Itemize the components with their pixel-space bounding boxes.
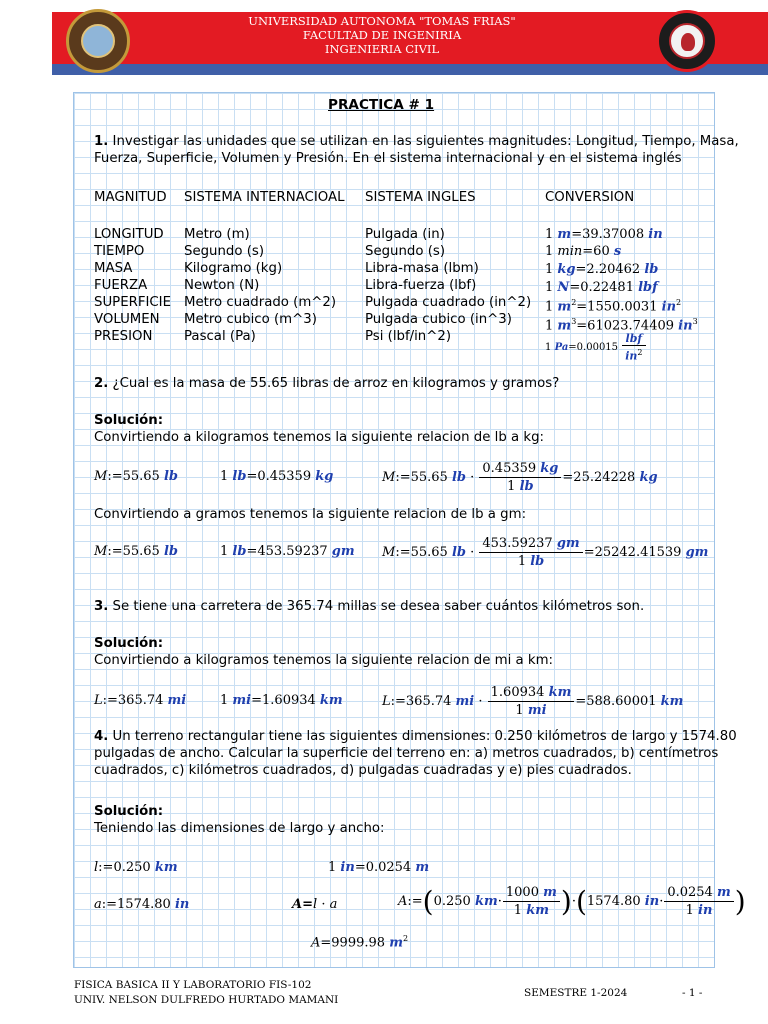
table-cell: Segundo (s) [365, 244, 446, 259]
conversion-pressure: 1 Pa=0.00015 $\frac{\text{lbf}}{in^2}$ [545, 332, 647, 363]
table-cell: Newton (N) [184, 278, 260, 293]
q4-text-line1: 4. Un terreno rectangular tiene las siguientes dimensiones: 0.250 kilómetros de largo y 1574.80 [94, 729, 737, 744]
table-cell: Pulgada cuadrado (in^2) [365, 295, 532, 310]
q2-lb-gm-relation: 1 lb=453.59237 gm [220, 544, 355, 559]
table-header-si: SISTEMA INTERNACIOAL [184, 190, 345, 205]
q2-kg-calculation: M:=55.65 lb · $\frac{0.45359 kg}{1 lb}$ =25.24228 kg [382, 461, 658, 494]
table-cell: Kilogramo (kg) [184, 261, 283, 276]
table-cell: LONGITUD [94, 227, 164, 242]
q4-area-formula: A=l · a [292, 897, 338, 912]
table-cell: FUERZA [94, 278, 148, 293]
q3-intro: Convirtiendo a kilogramos tenemos la siguiente relacion de mi a km: [94, 653, 554, 668]
table-cell: SUPERFICIE [94, 295, 172, 310]
q1-text-line2: Fuerza, Superficie, Volumen y Presión. En el sistema internacional y en el sistema inglés [94, 151, 682, 166]
q2-gm-calculation: M:=55.65 lb · $\frac{453.59237 gm}{1 lb}$ =25242.41539 gm [382, 536, 709, 569]
q4-text-line2: pulgadas de ancho. Calcular la superficie del terreno en: a) metros cuadrados, b) centímetros [94, 746, 719, 761]
career-name: INGENIERIA CIVIL [324, 42, 440, 56]
table-cell: Segundo (s) [184, 244, 265, 259]
table-cell: Libra-fuerza (lbf) [365, 278, 477, 293]
q4-text-line3: cuadrados, c) kilómetros cuadrados, d) pulgadas cuadradas y e) pies cuadrados. [94, 763, 632, 778]
table-cell: Pulgada (in) [365, 227, 445, 242]
conversion-area: 1 $m^2=1550.0031$ $in^2$ [545, 298, 682, 315]
conversion-time: 1 min=60 s [545, 244, 622, 259]
conversion-volume: 1 $m^3=61023.74409$ $in^3$ [545, 317, 698, 334]
page-title: PRACTICA # 1 [328, 97, 435, 113]
q1-text-line1: 1. Investigar las unidades que se utilizan en las siguientes magnitudes: Longitud, Tiempo, Masa, [94, 134, 739, 149]
header-text [52, 14, 712, 56]
footer-page-number: - 1 - [682, 987, 703, 999]
q4-area-result: A=9999.98 $m^2$ [311, 934, 409, 951]
footer-semester: SEMESTRE 1-2024 [524, 987, 628, 999]
q2-gm-intro: Convirtiendo a gramos tenemos la siguiente relacion de lb a gm: [94, 507, 527, 522]
footer-author: UNIV. NELSON DULFREDO HURTADO MAMANI [74, 994, 339, 1006]
q3-length-def: L:=365.74 mi [94, 693, 187, 708]
q4-length-def: l:=0.250 km [94, 860, 178, 875]
table-cell: VOLUMEN [94, 312, 160, 327]
table-cell: Psi (lbf/in^2) [365, 329, 452, 344]
q3-text: 3. Se tiene una carretera de 365.74 millas se desea saber cuántos kilómetros son. [94, 599, 645, 614]
q2-solution-label: Solución: [94, 413, 164, 428]
q4-area-calculation: A:=(0.250 km· $\frac{1000 m}{1 km}$ )·(1574.80 in· $\frac{0.0254 m}{1 in}$ ) [398, 885, 746, 918]
table-cell: Pulgada cubico (in^3) [365, 312, 512, 327]
q3-km-calculation: L:=365.74 mi · $\frac{1.60934 km}{1 mi}$ =588.60001 km [382, 685, 684, 718]
conversion-force: 1 N=0.22481 lbf [545, 280, 658, 295]
table-cell: TIEMPO [94, 244, 145, 259]
faculty-logo [656, 10, 718, 72]
table-cell: PRESION [94, 329, 153, 344]
q4-solution-label: Solución: [94, 804, 164, 819]
faculty-name: FACULTAD DE INGENIRIA [302, 28, 462, 42]
footer-course: FISICA BASICA II Y LABORATORIO FIS-102 [74, 979, 312, 991]
table-cell: Metro (m) [184, 227, 250, 242]
q2-mass-def: M:=55.65 lb [94, 469, 178, 484]
q4-intro: Teniendo las dimensiones de largo y ancho: [94, 821, 385, 836]
table-header-conversion: CONVERSION [545, 190, 635, 205]
table-header-magnitud: MAGNITUD [94, 190, 167, 205]
table-cell: Metro cuadrado (m^2) [184, 295, 337, 310]
table-cell: Pascal (Pa) [184, 329, 256, 344]
table-cell: Libra-masa (lbm) [365, 261, 479, 276]
q2-text: 2. ¿Cual es la masa de 55.65 libras de arroz en kilogramos y gramos? [94, 376, 560, 391]
table-cell: MASA [94, 261, 133, 276]
q2-mass-def-gm: M:=55.65 lb [94, 544, 178, 559]
header-stripe [52, 64, 768, 75]
conversion-length: 1 m=39.37008 in [545, 227, 663, 242]
q2-lb-kg-relation: 1 lb=0.45359 kg [220, 469, 334, 484]
q2-kg-intro: Convirtiendo a kilogramos tenemos la siguiente relacion de lb a kg: [94, 430, 545, 445]
table-cell: Metro cubico (m^3) [184, 312, 317, 327]
university-name: UNIVERSIDAD AUTONOMA "TOMAS FRIAS" [248, 14, 516, 28]
conversion-mass: 1 kg=2.20462 lb [545, 262, 659, 277]
university-logo [66, 9, 130, 73]
q3-mi-km-relation: 1 mi=1.60934 km [220, 693, 343, 708]
q4-width-def: a:=1574.80 in [94, 897, 190, 912]
q4-in-m-relation: 1 in=0.0254 m [328, 860, 430, 875]
table-header-ingles: SISTEMA INGLES [365, 190, 476, 205]
q3-solution-label: Solución: [94, 636, 164, 651]
